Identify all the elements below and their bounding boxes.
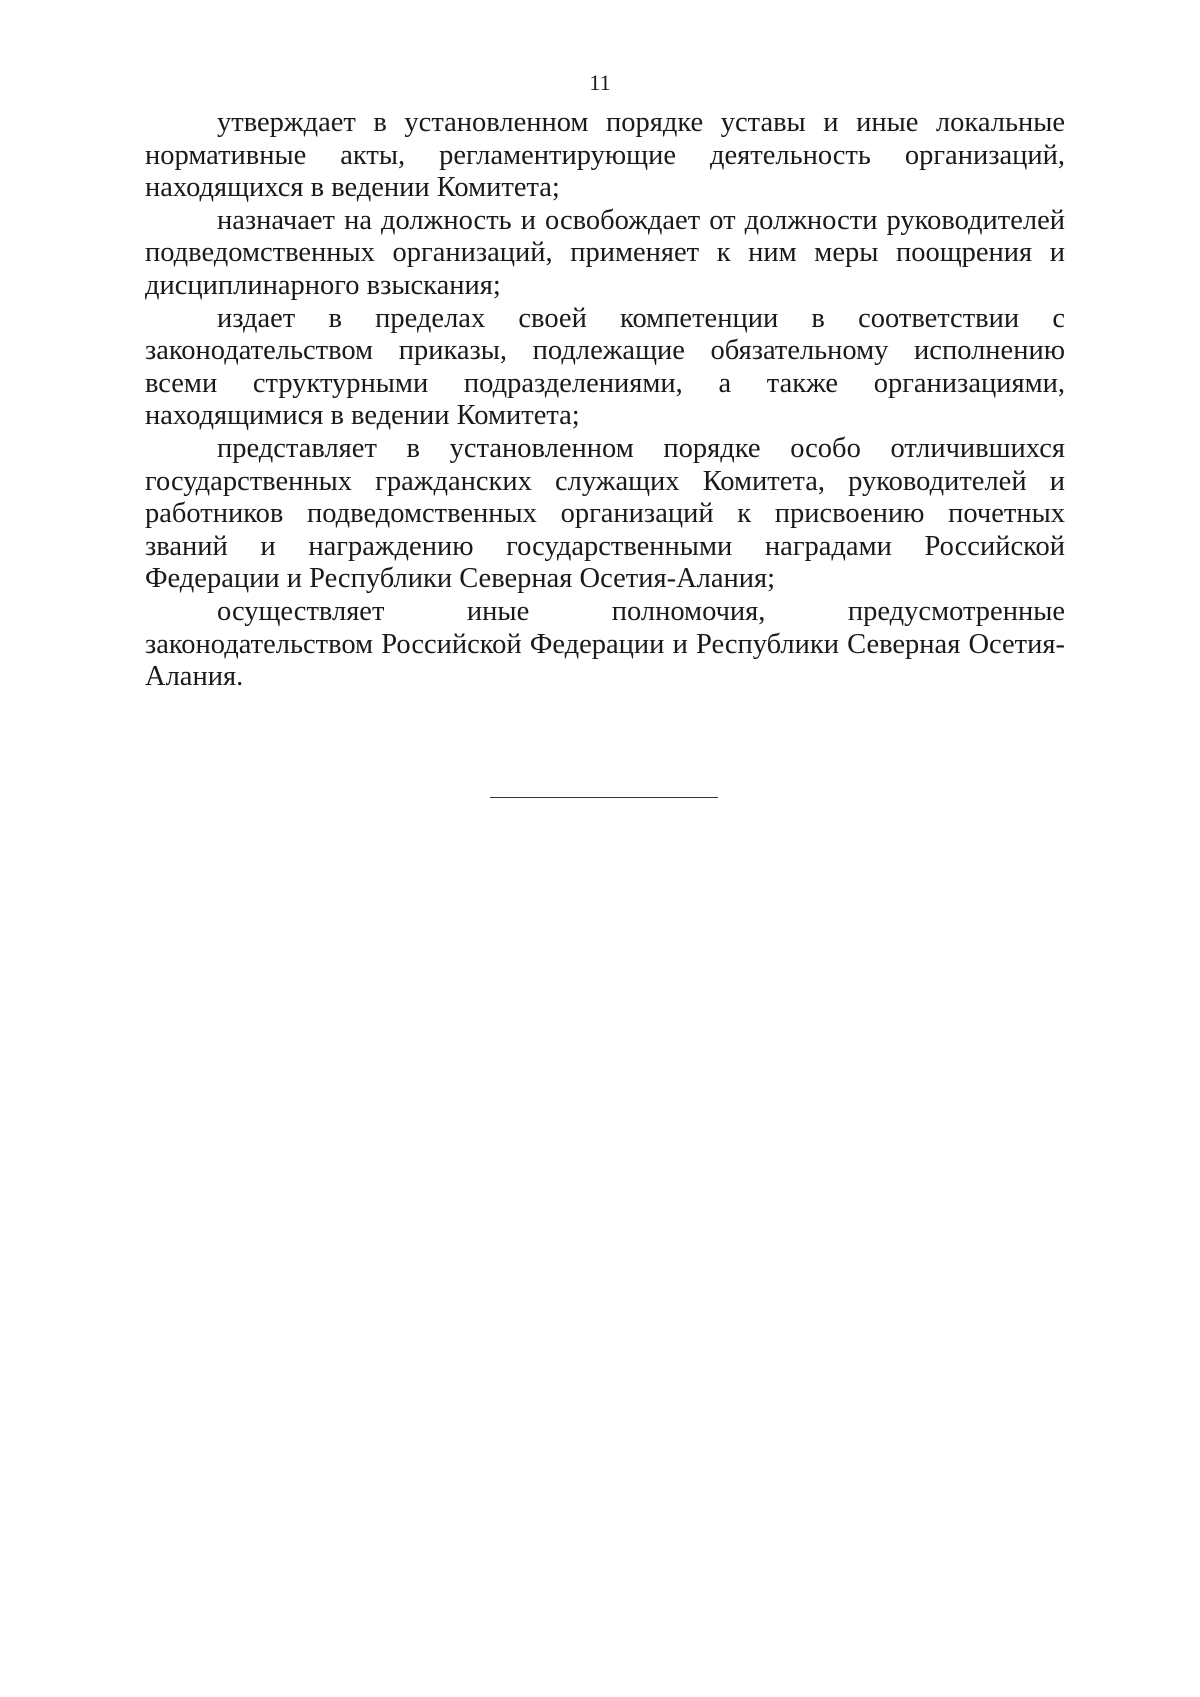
paragraph-other-powers: осуществляет иные полномочия, предусмотренные законодательством Российской Федерации и Республики Северная Осетия-Алания. <box>145 595 1065 693</box>
document-body <box>145 107 1065 694</box>
page-number: 11 <box>589 70 611 95</box>
paragraph-approves-charters: утверждает в установленном порядке уставы и иные локальные нормативные акты, регламентирующие деятельность организаций, находящихся в ведении Комитета; <box>145 107 1065 204</box>
paragraph-appoints-heads: назначает на должность и освобождает от должности руководителей подведомственных организаций, применяет к ним меры поощрения и дисциплинарного взыскания; <box>145 204 1065 301</box>
end-of-document-rule <box>490 797 718 798</box>
paragraph-issues-orders: издает в пределах своей компетенции в соответствии с законодательством приказы, подлежащие обязательному исполнению всеми структурными подразделениями, а также организациями, находящимися в ведении Комитета; <box>145 302 1065 432</box>
paragraph-presents-awards: представляет в установленном порядке особо отличившихся государственных гражданских служащих Комитета, руководителей и работников подведомственных организаций к присвоению почетных званий и награждению государственными наградами Российской Федерации и Республики Северная Осетия-Алания; <box>145 432 1065 595</box>
